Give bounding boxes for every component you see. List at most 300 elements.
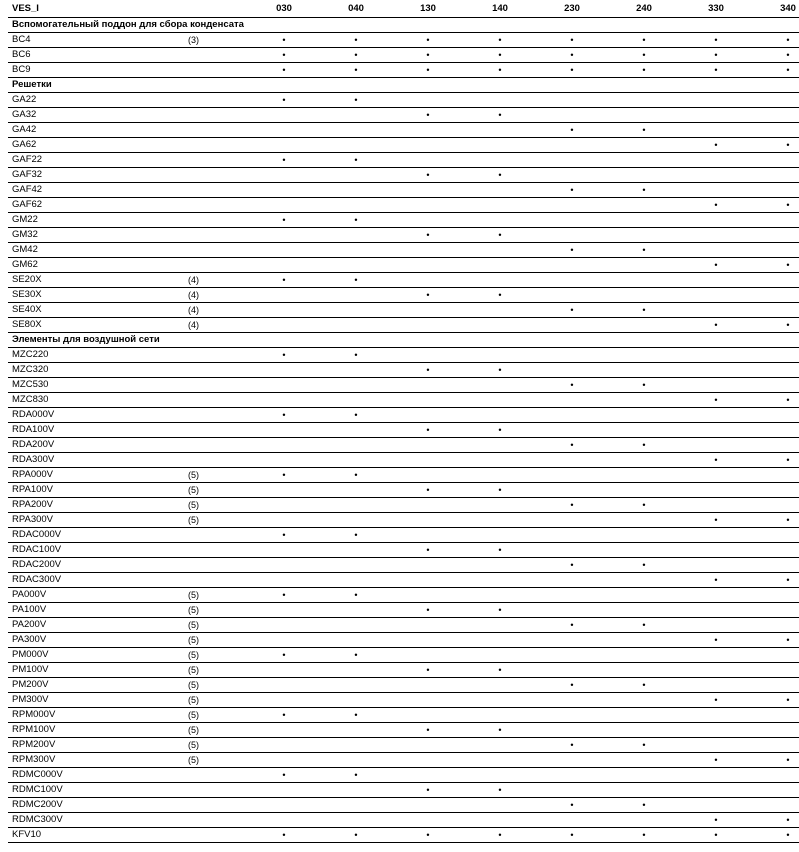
footnote-ref: (4): [184, 273, 248, 288]
compatibility-dot: •: [248, 63, 320, 78]
empty-cell: [536, 213, 608, 228]
empty-cell: [392, 393, 464, 408]
footnote-ref: [184, 258, 248, 273]
accessory-code: GA22: [8, 93, 184, 108]
empty-cell: [680, 558, 752, 573]
footnote-ref: [184, 783, 248, 798]
empty-cell: [464, 708, 536, 723]
footnote-ref: [184, 813, 248, 828]
empty-cell: [608, 513, 680, 528]
table-row: [8, 483, 799, 498]
empty-cell: [320, 318, 392, 333]
empty-cell: [320, 498, 392, 513]
empty-cell: [536, 363, 608, 378]
compatibility-dot: •: [680, 753, 752, 768]
empty-cell: [752, 423, 799, 438]
empty-cell: [536, 813, 608, 828]
table-row: [8, 408, 799, 423]
table-row: [8, 33, 799, 48]
empty-cell: [464, 378, 536, 393]
empty-cell: [608, 813, 680, 828]
empty-cell: [392, 558, 464, 573]
empty-cell: [248, 363, 320, 378]
compatibility-dot: •: [608, 123, 680, 138]
accessory-code: SE40X: [8, 303, 184, 318]
empty-cell: [464, 123, 536, 138]
accessory-code: GM22: [8, 213, 184, 228]
empty-cell: [536, 228, 608, 243]
empty-cell: [320, 723, 392, 738]
empty-cell: [392, 813, 464, 828]
empty-cell: [320, 303, 392, 318]
empty-cell: [392, 768, 464, 783]
footnote-ref: [184, 393, 248, 408]
accessory-code: GM62: [8, 258, 184, 273]
compatibility-dot: •: [536, 63, 608, 78]
empty-cell: [608, 693, 680, 708]
empty-cell: [752, 183, 799, 198]
empty-cell: [608, 363, 680, 378]
empty-cell: [680, 783, 752, 798]
empty-cell: [680, 273, 752, 288]
empty-cell: [392, 378, 464, 393]
compatibility-dot: •: [392, 483, 464, 498]
accessory-code: PM100V: [8, 663, 184, 678]
empty-cell: [320, 198, 392, 213]
compatibility-dot: •: [464, 168, 536, 183]
table-row: [8, 63, 799, 78]
footnote-ref: [184, 408, 248, 423]
compatibility-dot: •: [320, 708, 392, 723]
empty-cell: [320, 243, 392, 258]
compatibility-dot: •: [248, 468, 320, 483]
compatibility-dot: •: [536, 243, 608, 258]
empty-cell: [752, 228, 799, 243]
empty-cell: [320, 798, 392, 813]
compatibility-dot: •: [248, 153, 320, 168]
empty-cell: [536, 318, 608, 333]
footnote-ref: [184, 363, 248, 378]
accessory-code: RDAC200V: [8, 558, 184, 573]
empty-cell: [320, 678, 392, 693]
compatibility-dot: •: [248, 528, 320, 543]
compatibility-dot: •: [752, 813, 799, 828]
empty-cell: [752, 708, 799, 723]
section-header-row: [8, 18, 799, 33]
compatibility-dot: •: [392, 168, 464, 183]
empty-cell: [320, 138, 392, 153]
compatibility-dot: •: [248, 708, 320, 723]
empty-cell: [680, 723, 752, 738]
empty-cell: [248, 678, 320, 693]
accessory-code: MZC220: [8, 348, 184, 363]
empty-cell: [752, 528, 799, 543]
footnote-ref: [184, 378, 248, 393]
empty-cell: [608, 198, 680, 213]
compatibility-dot: •: [680, 513, 752, 528]
compatibility-dot: •: [392, 228, 464, 243]
note-column-header: [184, 0, 248, 18]
empty-cell: [248, 303, 320, 318]
footnote-ref: [184, 108, 248, 123]
compatibility-dot: •: [752, 513, 799, 528]
empty-cell: [248, 618, 320, 633]
compatibility-dot: •: [608, 243, 680, 258]
table-row: [8, 138, 799, 153]
empty-cell: [680, 363, 752, 378]
compatibility-dot: •: [248, 768, 320, 783]
empty-cell: [320, 813, 392, 828]
compatibility-dot: •: [752, 63, 799, 78]
empty-cell: [608, 213, 680, 228]
accessory-code: RDA200V: [8, 438, 184, 453]
accessory-code: RPA200V: [8, 498, 184, 513]
compatibility-dot: •: [536, 33, 608, 48]
accessory-code: BC6: [8, 48, 184, 63]
empty-cell: [464, 93, 536, 108]
compatibility-dot: •: [680, 33, 752, 48]
footnote-ref: [184, 798, 248, 813]
empty-cell: [320, 693, 392, 708]
empty-cell: [392, 708, 464, 723]
empty-cell: [320, 633, 392, 648]
empty-cell: [320, 288, 392, 303]
compatibility-dot: •: [320, 213, 392, 228]
compatibility-dot: •: [680, 633, 752, 648]
empty-cell: [248, 753, 320, 768]
table-row: [8, 243, 799, 258]
empty-cell: [608, 258, 680, 273]
empty-cell: [608, 753, 680, 768]
empty-cell: [464, 678, 536, 693]
empty-cell: [536, 573, 608, 588]
compatibility-dot: •: [608, 48, 680, 63]
empty-cell: [248, 318, 320, 333]
empty-cell: [752, 108, 799, 123]
table-row: [8, 513, 799, 528]
empty-cell: [608, 393, 680, 408]
section-title: Элементы для воздушной сети: [8, 333, 799, 348]
model-column-header: 040: [320, 0, 392, 18]
compatibility-dot: •: [392, 48, 464, 63]
compatibility-dot: •: [608, 828, 680, 843]
accessory-code: PA200V: [8, 618, 184, 633]
empty-cell: [320, 573, 392, 588]
empty-cell: [320, 108, 392, 123]
compatibility-dot: •: [464, 783, 536, 798]
empty-cell: [608, 423, 680, 438]
empty-cell: [464, 498, 536, 513]
empty-cell: [464, 558, 536, 573]
compatibility-dot: •: [248, 213, 320, 228]
table-row: [8, 558, 799, 573]
table-row: [8, 798, 799, 813]
empty-cell: [752, 93, 799, 108]
empty-cell: [464, 573, 536, 588]
compatibility-dot: •: [392, 663, 464, 678]
empty-cell: [680, 618, 752, 633]
empty-cell: [392, 633, 464, 648]
empty-cell: [536, 138, 608, 153]
empty-cell: [608, 453, 680, 468]
empty-cell: [680, 303, 752, 318]
empty-cell: [392, 93, 464, 108]
compatibility-dot: •: [392, 363, 464, 378]
compatibility-dot: •: [320, 828, 392, 843]
empty-cell: [392, 198, 464, 213]
empty-cell: [680, 798, 752, 813]
footnote-ref: (5): [184, 468, 248, 483]
footnote-ref: [184, 183, 248, 198]
table-row: [8, 528, 799, 543]
empty-cell: [464, 618, 536, 633]
empty-cell: [752, 483, 799, 498]
footnote-ref: (4): [184, 303, 248, 318]
empty-cell: [680, 498, 752, 513]
empty-cell: [320, 753, 392, 768]
empty-cell: [752, 348, 799, 363]
empty-cell: [680, 738, 752, 753]
empty-cell: [392, 468, 464, 483]
compatibility-dot: •: [680, 693, 752, 708]
empty-cell: [320, 378, 392, 393]
footnote-ref: [184, 153, 248, 168]
compatibility-dot: •: [536, 303, 608, 318]
empty-cell: [248, 228, 320, 243]
model-column-header: 130: [392, 0, 464, 18]
empty-cell: [608, 408, 680, 423]
table-title: VES_I: [8, 0, 184, 18]
empty-cell: [680, 168, 752, 183]
empty-cell: [464, 408, 536, 423]
accessory-code: MZC320: [8, 363, 184, 378]
compatibility-dot: •: [320, 153, 392, 168]
empty-cell: [464, 153, 536, 168]
empty-cell: [752, 588, 799, 603]
compatibility-dot: •: [536, 123, 608, 138]
empty-cell: [680, 468, 752, 483]
compatibility-dot: •: [464, 723, 536, 738]
compatibility-dot: •: [248, 48, 320, 63]
compatibility-dot: •: [608, 378, 680, 393]
compatibility-dot: •: [680, 813, 752, 828]
empty-cell: [608, 708, 680, 723]
footnote-ref: [184, 93, 248, 108]
table-row: [8, 633, 799, 648]
accessory-code: GM42: [8, 243, 184, 258]
accessory-code: RPM000V: [8, 708, 184, 723]
empty-cell: [752, 378, 799, 393]
compatibility-dot: •: [608, 63, 680, 78]
compatibility-dot: •: [608, 798, 680, 813]
empty-cell: [680, 183, 752, 198]
footnote-ref: (3): [184, 33, 248, 48]
empty-cell: [248, 633, 320, 648]
empty-cell: [536, 168, 608, 183]
model-column-header: 330: [680, 0, 752, 18]
empty-cell: [248, 378, 320, 393]
empty-cell: [680, 378, 752, 393]
empty-cell: [608, 633, 680, 648]
table-row: [8, 738, 799, 753]
compatibility-dot: •: [752, 48, 799, 63]
accessory-code: RDAC100V: [8, 543, 184, 558]
model-column-header: 340: [752, 0, 799, 18]
compatibility-dot: •: [536, 48, 608, 63]
empty-cell: [320, 438, 392, 453]
empty-cell: [248, 168, 320, 183]
compatibility-dot: •: [320, 93, 392, 108]
empty-cell: [536, 93, 608, 108]
compatibility-dot: •: [536, 378, 608, 393]
table-row: [8, 93, 799, 108]
compatibility-dot: •: [680, 828, 752, 843]
compatibility-dot: •: [752, 453, 799, 468]
empty-cell: [536, 723, 608, 738]
footnote-ref: [184, 558, 248, 573]
table-row: [8, 498, 799, 513]
accessory-code: SE20X: [8, 273, 184, 288]
footnote-ref: [184, 828, 248, 843]
empty-cell: [752, 498, 799, 513]
empty-cell: [248, 198, 320, 213]
accessory-code: GM32: [8, 228, 184, 243]
accessory-code: RDA000V: [8, 408, 184, 423]
empty-cell: [536, 153, 608, 168]
compatibility-dot: •: [680, 63, 752, 78]
table-row: [8, 828, 799, 843]
accessory-code: GAF22: [8, 153, 184, 168]
compatibility-dot: •: [680, 198, 752, 213]
empty-cell: [752, 168, 799, 183]
compatibility-dot: •: [536, 558, 608, 573]
empty-cell: [608, 108, 680, 123]
accessory-code: PM200V: [8, 678, 184, 693]
compatibility-dot: •: [680, 48, 752, 63]
empty-cell: [752, 603, 799, 618]
compatibility-dot: •: [680, 453, 752, 468]
table-row: [8, 168, 799, 183]
accessory-code: RDAC300V: [8, 573, 184, 588]
empty-cell: [608, 543, 680, 558]
compatibility-dot: •: [608, 558, 680, 573]
empty-cell: [248, 783, 320, 798]
empty-cell: [320, 543, 392, 558]
empty-cell: [608, 588, 680, 603]
compatibility-dot: •: [752, 693, 799, 708]
empty-cell: [392, 588, 464, 603]
empty-cell: [680, 423, 752, 438]
compatibility-dot: •: [536, 498, 608, 513]
table-row: [8, 183, 799, 198]
compatibility-dot: •: [752, 633, 799, 648]
empty-cell: [392, 258, 464, 273]
compatibility-dot: •: [320, 348, 392, 363]
table-row: [8, 198, 799, 213]
table-row: [8, 708, 799, 723]
empty-cell: [392, 453, 464, 468]
compatibility-dot: •: [392, 783, 464, 798]
empty-cell: [608, 768, 680, 783]
empty-cell: [392, 318, 464, 333]
footnote-ref: (5): [184, 723, 248, 738]
empty-cell: [464, 138, 536, 153]
empty-cell: [608, 288, 680, 303]
empty-cell: [680, 408, 752, 423]
compatibility-dot: •: [464, 483, 536, 498]
footnote-ref: [184, 138, 248, 153]
accessory-code: RDMC300V: [8, 813, 184, 828]
footnote-ref: (5): [184, 663, 248, 678]
table-row: [8, 153, 799, 168]
empty-cell: [536, 108, 608, 123]
empty-cell: [392, 693, 464, 708]
accessory-code: RDMC000V: [8, 768, 184, 783]
empty-cell: [392, 798, 464, 813]
compatibility-dot: •: [608, 33, 680, 48]
empty-cell: [536, 513, 608, 528]
compatibility-dot: •: [320, 63, 392, 78]
empty-cell: [464, 738, 536, 753]
empty-cell: [248, 723, 320, 738]
footnote-ref: (5): [184, 693, 248, 708]
empty-cell: [320, 483, 392, 498]
accessory-code: MZC830: [8, 393, 184, 408]
table-row: [8, 213, 799, 228]
footnote-ref: [184, 453, 248, 468]
footnote-ref: (5): [184, 603, 248, 618]
footnote-ref: [184, 243, 248, 258]
empty-cell: [392, 573, 464, 588]
empty-cell: [752, 663, 799, 678]
empty-cell: [536, 288, 608, 303]
empty-cell: [536, 633, 608, 648]
empty-cell: [392, 273, 464, 288]
empty-cell: [464, 243, 536, 258]
empty-cell: [464, 633, 536, 648]
empty-cell: [536, 648, 608, 663]
empty-cell: [320, 618, 392, 633]
footnote-ref: [184, 528, 248, 543]
compatibility-dot: •: [392, 723, 464, 738]
empty-cell: [608, 528, 680, 543]
empty-cell: [752, 363, 799, 378]
compatibility-dot: •: [392, 603, 464, 618]
empty-cell: [680, 528, 752, 543]
empty-cell: [752, 558, 799, 573]
empty-cell: [248, 813, 320, 828]
section-header-row: [8, 78, 799, 93]
empty-cell: [536, 783, 608, 798]
accessory-code: RPA300V: [8, 513, 184, 528]
table-row: [8, 303, 799, 318]
empty-cell: [680, 123, 752, 138]
table-row: [8, 393, 799, 408]
footnote-ref: (4): [184, 288, 248, 303]
compatibility-dot: •: [536, 618, 608, 633]
footnote-ref: (5): [184, 753, 248, 768]
footnote-ref: [184, 573, 248, 588]
empty-cell: [680, 588, 752, 603]
empty-cell: [536, 753, 608, 768]
accessory-code: GA32: [8, 108, 184, 123]
table-row: [8, 573, 799, 588]
compatibility-dot: •: [392, 33, 464, 48]
empty-cell: [248, 243, 320, 258]
compatibility-dot: •: [392, 108, 464, 123]
table-row: [8, 363, 799, 378]
empty-cell: [392, 648, 464, 663]
